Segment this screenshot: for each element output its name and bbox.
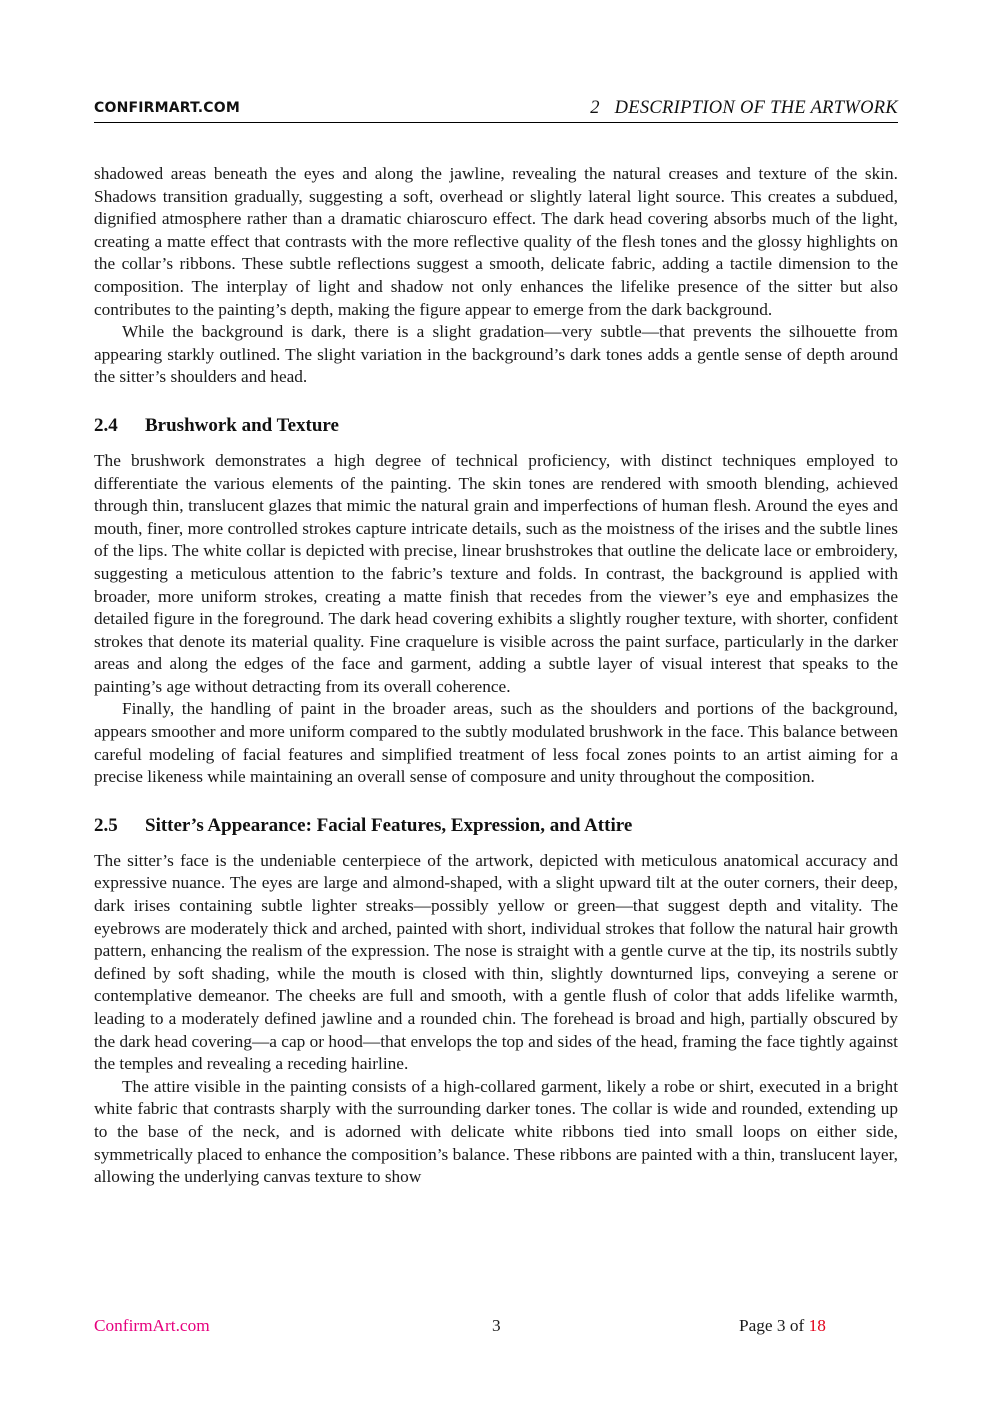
paragraph: The sitter’s face is the undeniable centerpiece of the artwork, depicted with meticulous anatomical accuracy and expressive nuance. The eyes are large and almond-shaped, with a slight upward tilt at the outer corners, their deep, dark irises containing subtle lighter streaks—possibly yellow or green—that suggest depth and vitality. The eyebrows are moderately thick and arched, painted with short, individual strokes that follow the natural hair growth pattern, enhancing the realism of the expression. The nose is straight with a gentle curve at the tip, its nostrils subtly defined by soft shading, while the mouth is closed with thin, slightly downturned lips, conveying a serene or contemplative demeanor. The cheeks are full and smooth, with a gentle flush of color that adds lifelike warmth, leading to a moderately defined jawline and a rounded chin. The forehead is broad and high, partially obscured by the dark head covering—a cap or hood—that envelops the top and sides of the head, framing the face tightly against the temples and revealing a receding hairline. xyxy=(94,850,898,1074)
section-heading-2-5 xyxy=(94,814,898,838)
section-title: Sitter’s Appearance: Facial Features, Expression, and Attire xyxy=(145,814,633,836)
section-heading-2-4 xyxy=(94,414,898,438)
footer-page-number: 3 xyxy=(492,1316,501,1335)
page-count-total[interactable]: 18 xyxy=(808,1316,826,1335)
page-footer xyxy=(94,1316,898,1340)
paragraph: Finally, the handling of paint in the broader areas, such as the shoulders and portions of the background, appears smoother and more uniform compared to the subtly modulated brushwork in the face. This balance between careful modeling of facial features and simplified treatment of less focal zones points to an artist aiming for a precise likeness while maintaining an overall sense of composure and unity throughout the composition. xyxy=(94,699,898,787)
section-title: Brushwork and Texture xyxy=(145,414,339,436)
paragraph: While the background is dark, there is a slight gradation—very subtle—that prevents the silhouette from appearing starkly outlined. The slight variation in the background’s dark tones adds a gentle sense of depth around the sitter’s shoulders and head. xyxy=(94,322,898,387)
section-number: 2.4 xyxy=(94,414,118,436)
paragraph: shadowed areas beneath the eyes and along the jawline, revealing the natural creases and texture of the skin. Shadows transition gradually, suggesting a soft, overhead or slightly lateral light source. This creates a subdued, dignified atmosphere rather than a dramatic chiaroscuro effect. The dark head covering absorbs much of the light, creating a matte effect that contrasts with the more reflective quality of the flesh tones and the glossy highlights on the collar’s ribbons. These subtle reflections suggest a smooth, delicate fabric, adding a tactile dimension to the composition. The interplay of light and shadow not only enhances the lifelike presence of the sitter but also contributes to the painting’s depth, making the figure appear to emerge from the dark background. xyxy=(94,164,898,319)
footer-site-link[interactable]: ConfirmArt.com xyxy=(94,1316,210,1335)
section-number: 2.5 xyxy=(94,814,118,836)
footer-page-count xyxy=(739,1316,826,1336)
page-body xyxy=(94,163,898,1189)
paragraph: The brushwork demonstrates a high degree of technical proficiency, with distinct techniques employed to differentiate the various elements of the painting. The skin tones are rendered with smooth blending, achieved through thin, translucent glazes that mimic the natural grain and imperfections of human flesh. Around the eyes and mouth, finer, more controlled strokes capture intricate details, such as the moistness of the irises and the subtle lines of the lips. The white collar is depicted with precise, linear brushstrokes that outline the delicate lace or embroidery, suggesting a meticulous attention to the fabric’s texture and folds. In contrast, the background is applied with broader, more uniform strokes, creating a matte finish that recedes from the viewer’s eye and emphasizes the detailed figure in the foreground. The dark head covering exhibits a slightly rougher texture, with shorter, confident strokes that denote its material quality. Fine craquelure is visible across the paint surface, particularly in the darker areas and along the edges of the face and garment, adding a subtle layer of visual interest that speaks to the painting’s age without detracting from its overall coherence. xyxy=(94,450,898,696)
running-section-title: 2 DESCRIPTION OF THE ARTWORK xyxy=(590,98,898,118)
page-header xyxy=(94,98,898,123)
paragraph: The attire visible in the painting consists of a high-collared garment, likely a robe or shirt, executed in a bright white fabric that contrasts sharply with the surrounding darker tones. The collar is wide and rounded, extending up to the base of the neck, and is adorned with delicate white ribbons tied into small loops on either side, symmetrically placed to enhance the composition’s balance. These ribbons are painted with a thin, translucent layer, allowing the underlying canvas texture to show xyxy=(94,1076,898,1187)
page-count-prefix: Page 3 of xyxy=(739,1316,805,1335)
confirmart-logo: CONFIRMART.COM xyxy=(94,100,241,116)
